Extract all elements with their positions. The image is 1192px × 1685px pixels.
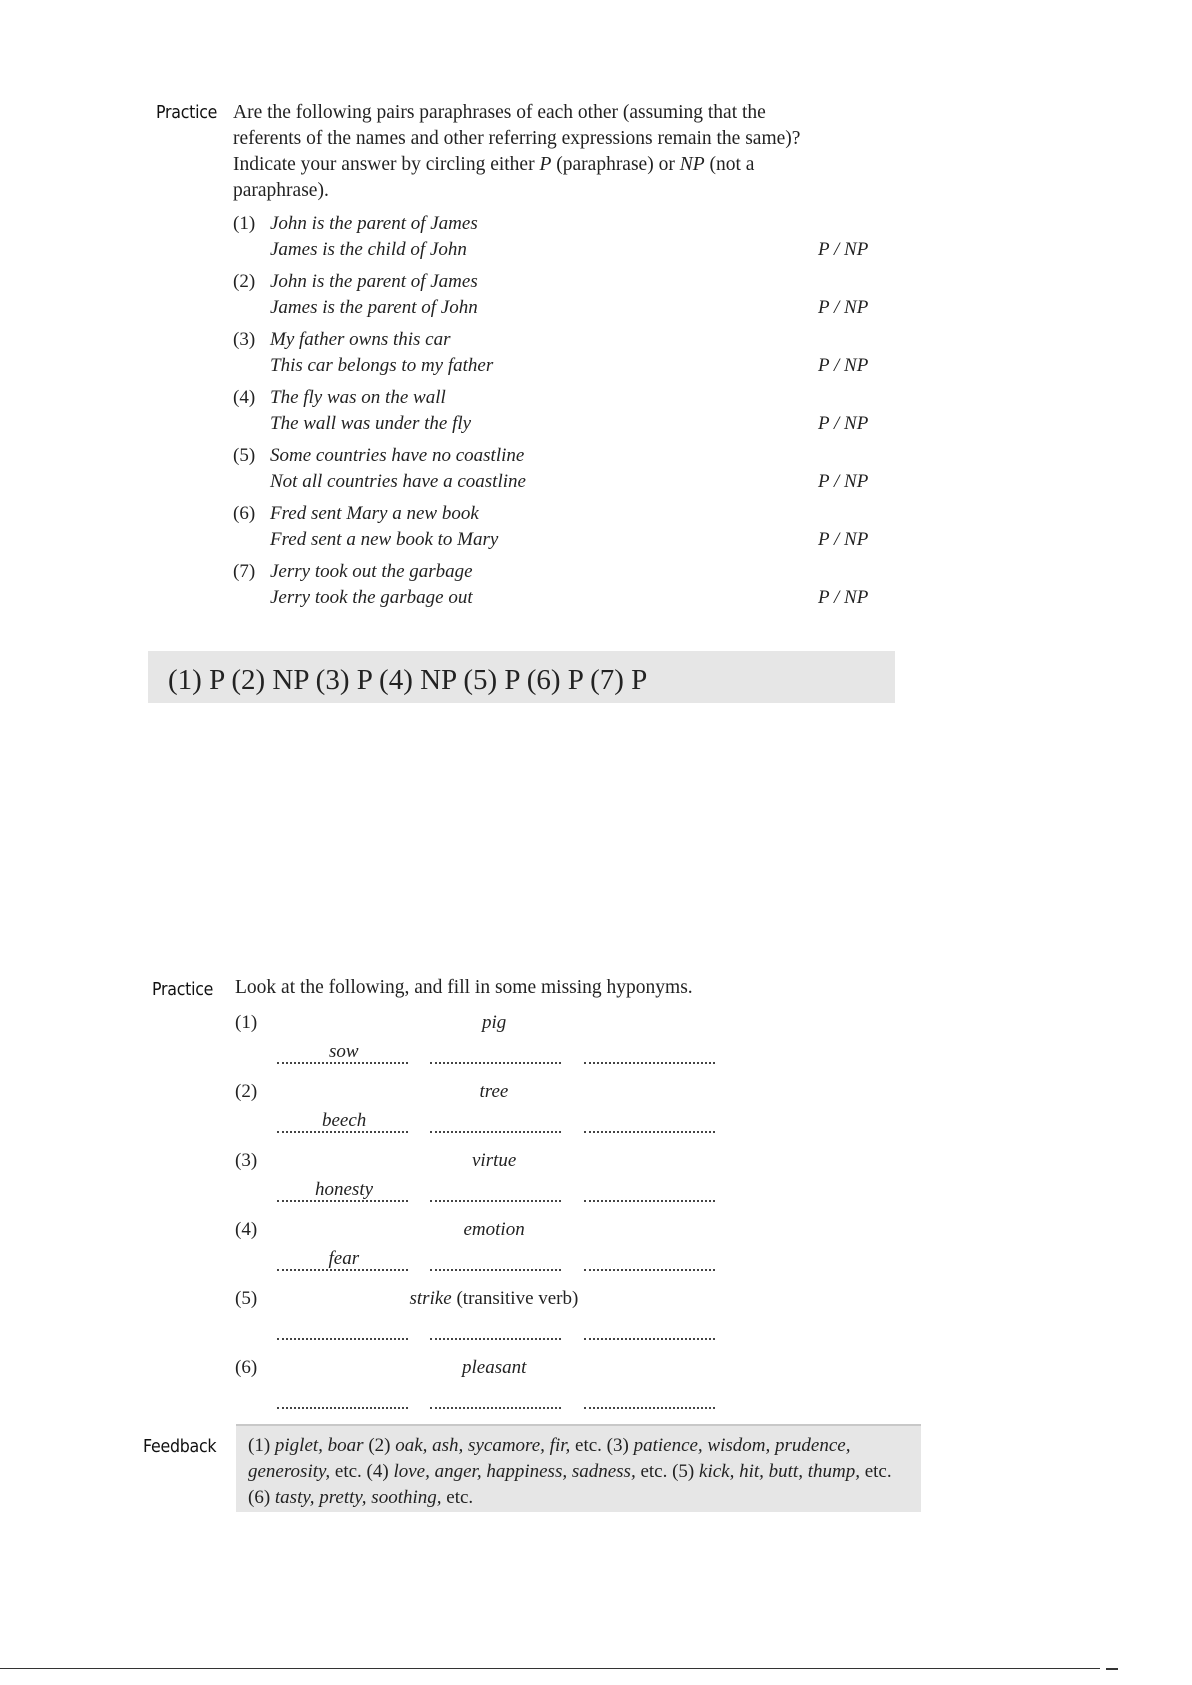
sentence-b: James is the parent of John: [270, 297, 478, 318]
p-np-choice[interactable]: P / NP: [818, 529, 869, 550]
item-number: (6): [233, 503, 256, 524]
feedback-text: [248, 1433, 918, 1511]
answer-key: (1) P (2) NP (3) P (4) NP (5) P (6) P (7) P: [168, 664, 648, 696]
feedback-example: love, anger, happiness, sadness,: [393, 1461, 636, 1482]
item-number: (5): [233, 445, 256, 466]
item-number: (3): [233, 329, 256, 350]
sentence-b: James is the child of John: [270, 239, 467, 260]
sentence-a: Fred sent Mary a new book: [270, 503, 479, 524]
item-number: (4): [235, 1219, 258, 1240]
p-np-choice[interactable]: P / NP: [818, 297, 869, 318]
hyponym-blank[interactable]: [277, 1407, 408, 1409]
superordinate-word: pleasant: [462, 1357, 527, 1378]
paraphrase-item: [233, 561, 933, 613]
hyponym-blank[interactable]: [584, 1407, 715, 1409]
hyponym-blank[interactable]: [277, 1338, 408, 1340]
item-number: (5): [235, 1288, 258, 1309]
sentence-a: Some countries have no coastline: [270, 445, 525, 466]
superordinate-term: [464, 1219, 525, 1241]
hyponym-blank[interactable]: [584, 1269, 715, 1271]
sentence-a: Jerry took out the garbage: [270, 561, 473, 582]
paraphrase-item: [233, 271, 933, 323]
practice-label: Practice: [152, 979, 214, 1000]
paraphrase-item: [233, 329, 933, 381]
superordinate-term: [480, 1081, 509, 1103]
feedback-connector: (1): [248, 1435, 275, 1456]
item-number: (7): [233, 561, 256, 582]
intro-line-1: Are the following pairs paraphrases of each other (assuming that the: [233, 102, 766, 123]
superordinate-term: [482, 1012, 506, 1034]
hyponym-blank[interactable]: [430, 1200, 561, 1202]
feedback-connector: etc. (6): [248, 1461, 892, 1508]
intro-line-4: paraphrase).: [233, 180, 329, 201]
hyponym-blank[interactable]: [277, 1200, 408, 1202]
paraphrase-item: [233, 445, 933, 497]
p-np-choice[interactable]: P / NP: [818, 355, 869, 376]
intro-text: (not a: [704, 154, 755, 175]
p-np-choice[interactable]: P / NP: [818, 239, 869, 260]
feedback-example: piglet, boar: [274, 1435, 364, 1456]
paraphrase-item: [233, 503, 933, 555]
superordinate-word: emotion: [463, 1219, 525, 1240]
superordinate-word: tree: [479, 1081, 509, 1102]
intro-line-3: [233, 152, 873, 178]
item-number: (2): [235, 1081, 258, 1102]
hyponym-blank[interactable]: [430, 1338, 561, 1340]
item-number: (2): [233, 271, 256, 292]
feedback-label: Feedback: [143, 1436, 217, 1457]
p-np-choice[interactable]: P / NP: [818, 587, 869, 608]
sentence-b: This car belongs to my father: [270, 355, 494, 376]
superordinate-note: (transitive verb): [451, 1288, 579, 1309]
given-hyponym: sow: [329, 1041, 359, 1062]
item-number: (1): [235, 1012, 258, 1033]
superordinate-word: virtue: [472, 1150, 517, 1171]
practice-intro: Look at the following, and fill in some missing hyponyms.: [235, 977, 693, 998]
sentence-a: The fly was on the wall: [270, 387, 446, 408]
feedback-example: oak, ash, sycamore, fir,: [395, 1435, 571, 1456]
intro-line-2: referents of the names and other referring expressions remain the same)?: [233, 128, 801, 149]
paraphrase-item: [233, 387, 933, 439]
item-number: (4): [233, 387, 256, 408]
feedback-example: tasty, pretty, soothing,: [274, 1487, 442, 1508]
hyponym-blank[interactable]: [430, 1407, 561, 1409]
intro-text: (paraphrase) or: [551, 154, 680, 175]
hyponym-blank[interactable]: [430, 1269, 561, 1271]
given-hyponym: fear: [328, 1248, 360, 1269]
p-np-choice[interactable]: P / NP: [818, 413, 869, 434]
feedback-connector: etc. (3): [570, 1435, 634, 1456]
hyponym-blank[interactable]: [584, 1338, 715, 1340]
feedback-connector: etc.: [441, 1487, 474, 1508]
hyponym-blank[interactable]: [430, 1131, 561, 1133]
intro-np: NP: [679, 154, 705, 175]
sentence-a: John is the parent of James: [270, 271, 478, 292]
feedback-connector: (2): [363, 1435, 396, 1456]
paraphrase-item: [233, 213, 933, 265]
item-number: (6): [235, 1357, 258, 1378]
hyponym-blank[interactable]: [277, 1062, 408, 1064]
item-number: (3): [235, 1150, 258, 1171]
superordinate-term: [462, 1357, 526, 1379]
hyponym-blank[interactable]: [584, 1131, 715, 1133]
feedback-example: patience, wisdom, prudence, generosity,: [248, 1435, 851, 1482]
feedback-connector: etc. (5): [635, 1461, 700, 1482]
feedback-example: kick, hit, butt, thump,: [699, 1461, 860, 1482]
practice-label: Practice: [156, 102, 218, 123]
sentence-a: My father owns this car: [270, 329, 451, 350]
p-np-choice[interactable]: P / NP: [818, 471, 869, 492]
sentence-b: Not all countries have a coastline: [270, 471, 526, 492]
intro-p: P: [539, 154, 552, 175]
hyponym-blank[interactable]: [584, 1062, 715, 1064]
superordinate-term: [410, 1288, 579, 1310]
hyponym-blank[interactable]: [430, 1062, 561, 1064]
page-marker: [1106, 1668, 1118, 1670]
hyponym-blank[interactable]: [277, 1131, 408, 1133]
intro-text: Indicate your answer by circling either: [233, 154, 540, 175]
practice-intro: [233, 100, 873, 204]
superordinate-term: [472, 1150, 516, 1172]
given-hyponym: beech: [322, 1110, 367, 1131]
hyponym-blank[interactable]: [584, 1200, 715, 1202]
hyponym-blank[interactable]: [277, 1269, 408, 1271]
sentence-b: The wall was under the fly: [270, 413, 472, 434]
sentence-b: Jerry took the garbage out: [270, 587, 473, 608]
superordinate-word: strike: [409, 1288, 452, 1309]
item-number: (1): [233, 213, 256, 234]
sentence-a: John is the parent of James: [270, 213, 478, 234]
page-bottom-rule: [0, 1668, 1100, 1669]
sentence-b: Fred sent a new book to Mary: [270, 529, 499, 550]
given-hyponym: honesty: [315, 1179, 374, 1200]
superordinate-word: pig: [482, 1012, 507, 1033]
feedback-connector: etc. (4): [330, 1461, 394, 1482]
